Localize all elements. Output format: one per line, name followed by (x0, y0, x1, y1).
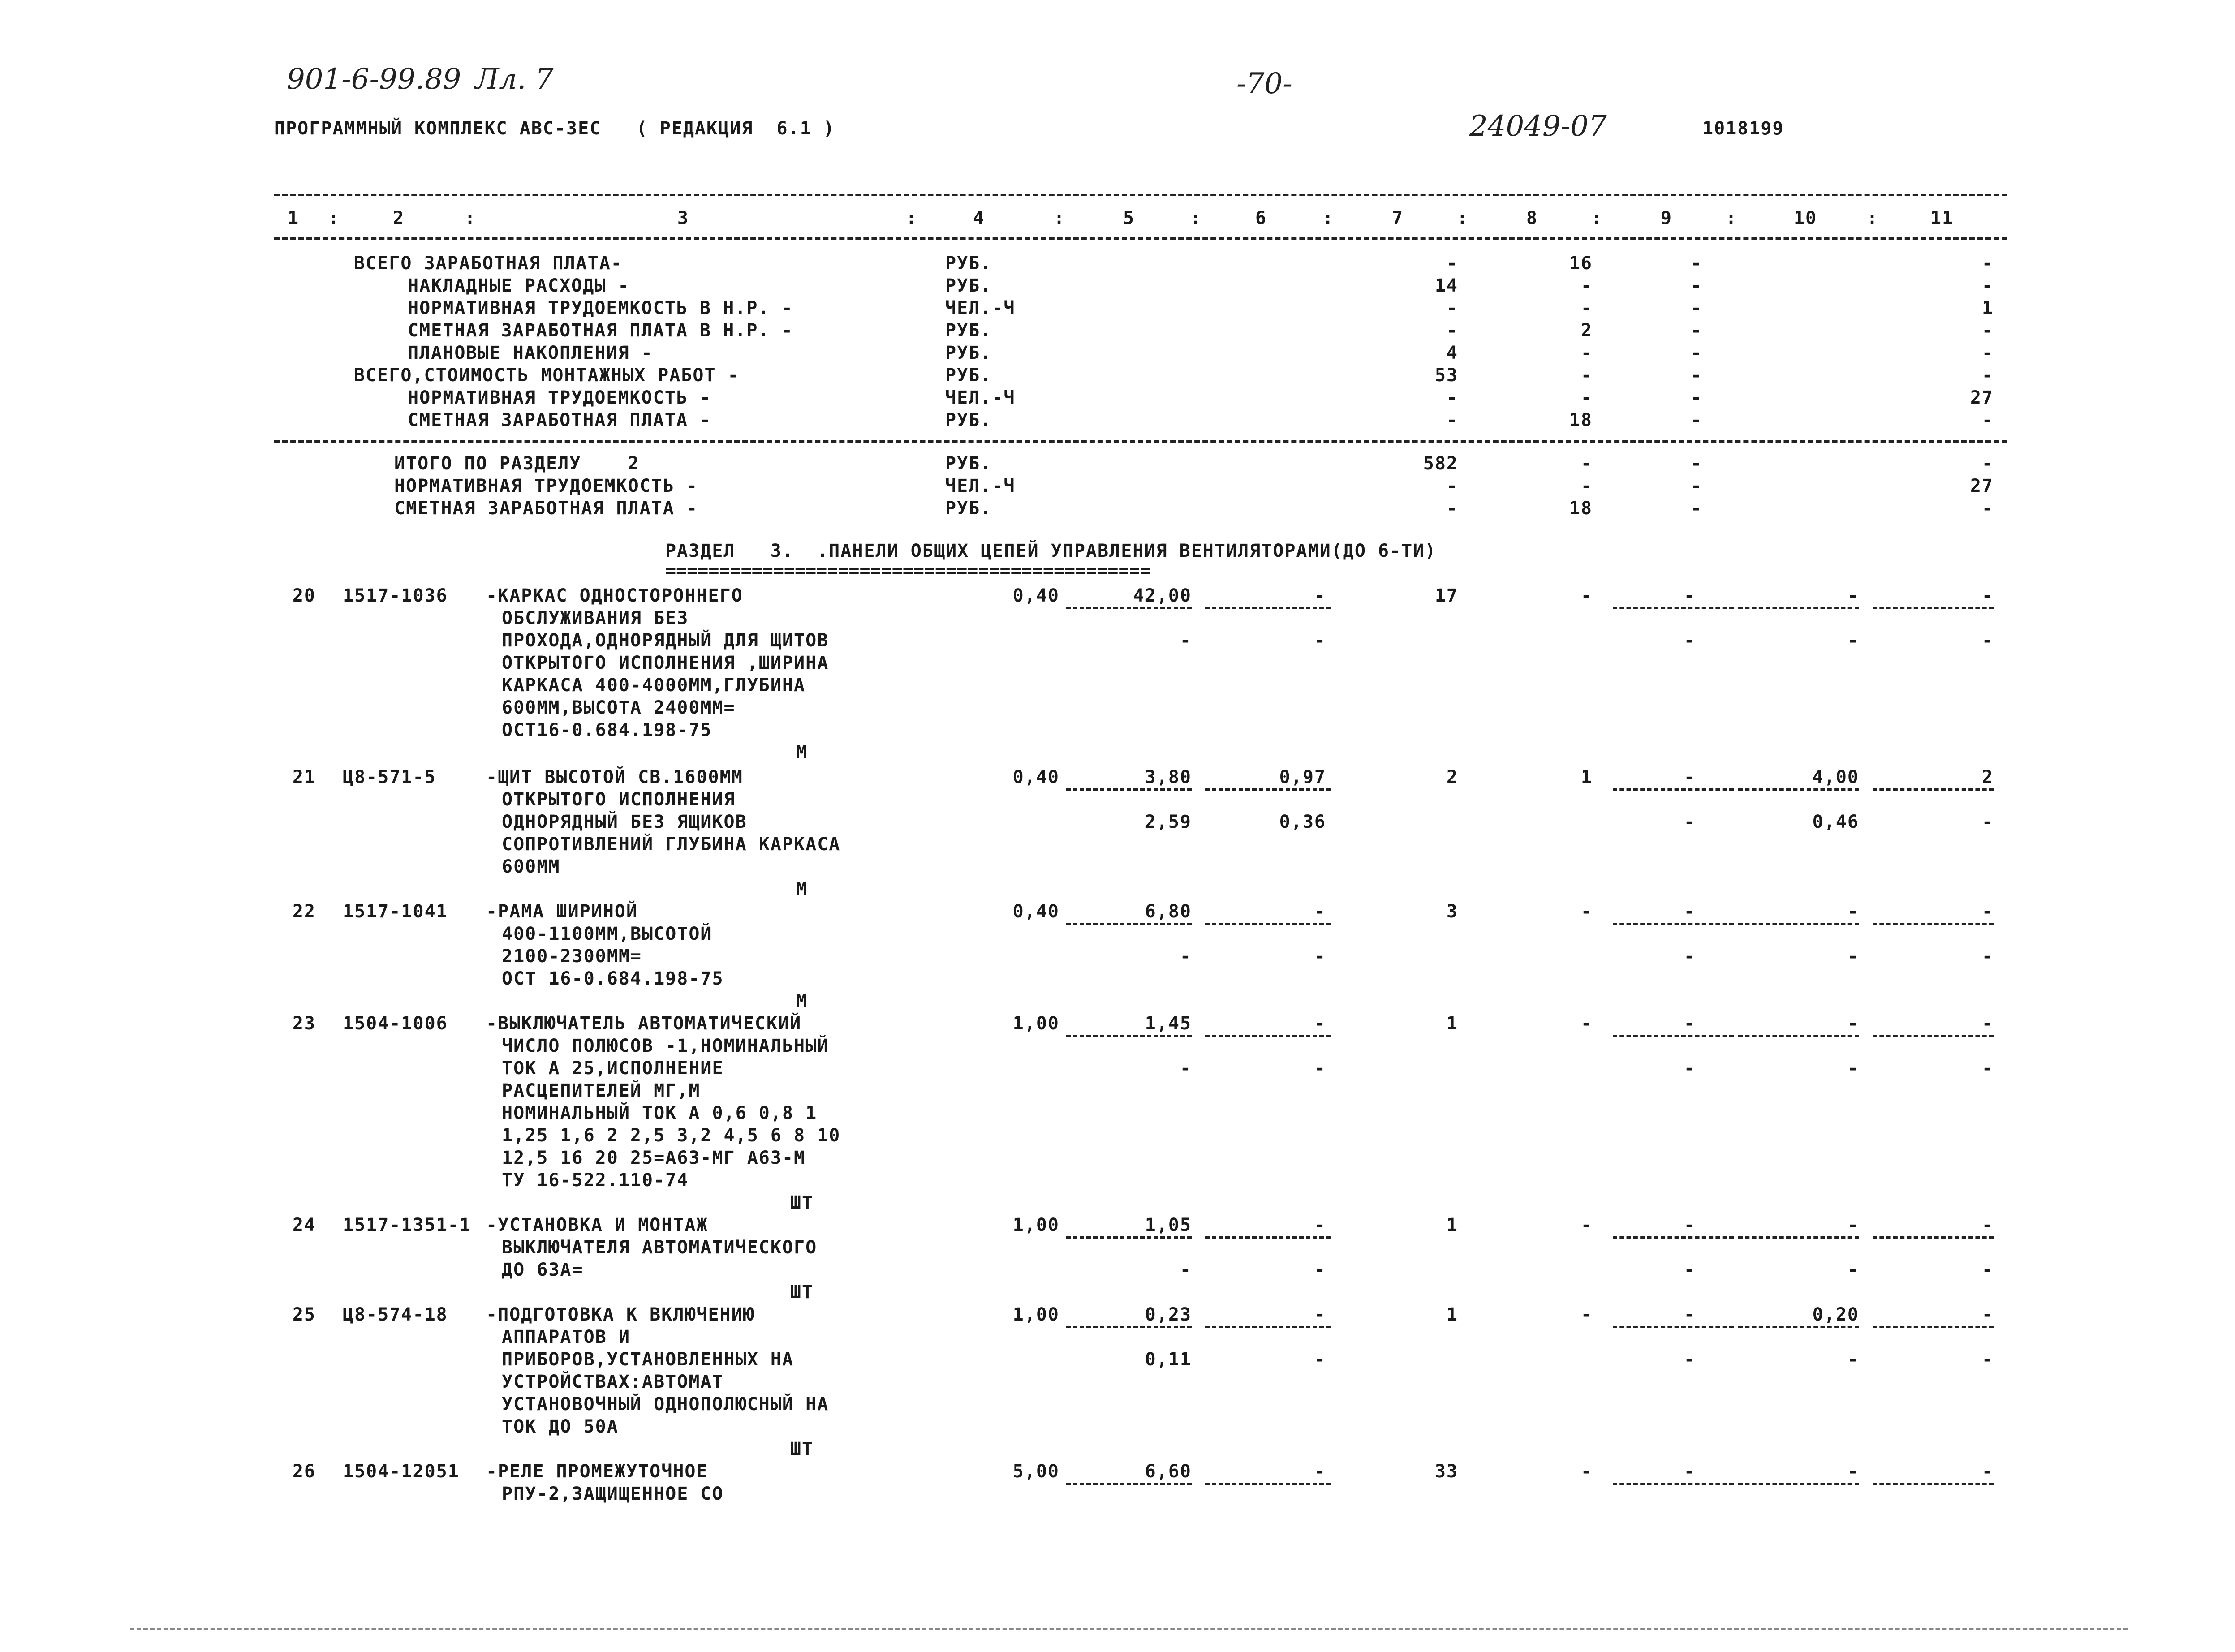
item-col11: - (1981, 901, 1994, 922)
item-col9: - (1684, 901, 1696, 922)
item-description-line: ДО 63А= (502, 1260, 584, 1280)
column-header-5: 5 (1123, 208, 1135, 228)
item-col8: - (1580, 1461, 1593, 1482)
item-col11: - (1981, 1013, 1994, 1034)
summary-label: СМЕТНАЯ ЗАРАБОТНАЯ ПЛАТА - (408, 410, 712, 430)
summary-col8: - (1580, 365, 1593, 386)
column-separator: : (464, 208, 477, 228)
item-description-line: -ЩИТ ВЫСОТОЙ СВ.1600ММ (486, 767, 743, 787)
item-description-line: 12,5 16 20 25=А63-МГ А63-М (502, 1148, 806, 1168)
section-underline: ============================================= (665, 561, 1151, 581)
item-description-line: ТОК ДО 50А (502, 1416, 619, 1437)
item-col10: - (1847, 585, 1859, 606)
summary-label: СМЕТНАЯ ЗАРАБОТНАЯ ПЛАТА В Н.Р. - (408, 320, 793, 341)
cell-rule (1205, 1483, 1331, 1485)
summary-unit: РУБ. (945, 498, 992, 519)
item-col6: - (1314, 901, 1326, 922)
item-code: 1517-1351-1 (343, 1215, 471, 1235)
item-description-line: ЧИСЛО ПОЛЮСОВ -1,НОМИНАЛЬНЫЙ (502, 1036, 829, 1056)
summary-col11: - (1981, 253, 1994, 274)
cell-rule (1066, 788, 1192, 791)
item-description-line: 1,25 1,6 2 2,5 3,2 4,5 6 8 10 (502, 1125, 841, 1146)
summary-col9: - (1690, 298, 1702, 318)
item-description-line: ОСТ 16-0.684.198-75 (502, 968, 724, 989)
summary-col9: - (1690, 253, 1702, 274)
item-unit: ШТ (790, 1282, 814, 1303)
summary-col7: - (1446, 253, 1458, 274)
item-unit: М (796, 991, 808, 1011)
item-unit: М (796, 742, 808, 763)
cell-rule (1066, 1326, 1192, 1328)
cell-rule (1066, 607, 1192, 609)
item-description-line: -РЕЛЕ ПРОМЕЖУТОЧНОЕ (486, 1461, 708, 1482)
item-col10: 0,20 (1812, 1304, 1859, 1325)
summary-col7: - (1446, 387, 1458, 408)
project-number: 24049-07 (1469, 110, 1607, 143)
summary-col7: 14 (1434, 275, 1458, 296)
item-col6: - (1314, 1461, 1326, 1482)
item-quantity: 0,40 (1012, 585, 1059, 606)
column-separator: : (905, 208, 918, 228)
summary-label: ВСЕГО ЗАРАБОТНАЯ ПЛАТА- (354, 253, 623, 274)
summary-unit: РУБ. (945, 343, 992, 363)
column-separator: : (1053, 208, 1066, 228)
item-description-line: СОПРОТИВЛЕНИЙ ГЛУБИНА КАРКАСА (502, 834, 841, 855)
summary-label: НОРМАТИВНАЯ ТРУДОЕМКОСТЬ В Н.Р. - (408, 298, 793, 318)
item-number: 23 (292, 1013, 316, 1034)
item-description-line: ОДНОРЯДНЫЙ БЕЗ ЯЩИКОВ (502, 812, 747, 832)
summary-col7: - (1446, 410, 1458, 430)
item-description-line: АППАРАТОВ И (502, 1327, 630, 1347)
item-col10-second: - (1847, 1058, 1859, 1079)
item-quantity: 0,40 (1012, 767, 1059, 787)
column-header-6: 6 (1255, 208, 1267, 228)
section-title: РАЗДЕЛ 3. .ПАНЕЛИ ОБЩИХ ЦЕПЕЙ УПРАВЛЕНИЯ ВЕНТИЛЯТОРАМИ(ДО 6-ТИ) (665, 541, 1437, 561)
summary-label: ВСЕГО,СТОИМОСТЬ МОНТАЖНЫХ РАБОТ - (354, 365, 740, 386)
item-col9-second: - (1684, 1349, 1696, 1370)
item-col10: - (1847, 1013, 1859, 1034)
column-header-1: 1 (287, 208, 300, 228)
cell-rule (1738, 1326, 1859, 1328)
item-col10: - (1847, 901, 1859, 922)
cell-rule (1066, 1236, 1192, 1239)
item-description-line: -ПОДГОТОВКА К ВКЛЮЧЕНИЮ (486, 1304, 755, 1325)
item-col9: - (1684, 767, 1696, 787)
summary-col9: - (1690, 343, 1702, 363)
summary-col11: - (1981, 365, 1994, 386)
item-description-line: ПРИБОРОВ,УСТАНОВЛЕННЫХ НА (502, 1349, 794, 1370)
item-col5: 1,05 (1145, 1215, 1192, 1235)
summary-col11: - (1981, 275, 1994, 296)
item-description-line: 600ММ,ВЫСОТА 2400ММ= (502, 697, 736, 718)
page-number: -70- (1236, 67, 1292, 100)
item-col11-second: - (1981, 946, 1994, 967)
cell-rule (1205, 1326, 1331, 1328)
summary-col11: - (1981, 410, 1994, 430)
summary-col9: - (1690, 387, 1702, 408)
item-quantity: 1,00 (1012, 1013, 1059, 1034)
cell-rule (1873, 1326, 1994, 1328)
item-number: 20 (292, 585, 316, 606)
item-col6-second: - (1314, 946, 1326, 967)
cell-rule (1873, 923, 1994, 925)
item-code: 1504-12051 (343, 1461, 460, 1482)
cell-rule (1738, 1483, 1859, 1485)
item-col11-second: - (1981, 1058, 1994, 1079)
summary-col7: - (1446, 476, 1458, 496)
item-col8: - (1580, 901, 1593, 922)
item-col5-second: - (1180, 946, 1192, 967)
item-col8: - (1580, 1215, 1593, 1235)
item-description-line: ТОК А 25,ИСПОЛНЕНИЕ (502, 1058, 724, 1079)
cell-rule (1205, 923, 1331, 925)
column-separator: : (1322, 208, 1335, 228)
item-number: 26 (292, 1461, 316, 1482)
item-col5: 1,45 (1145, 1013, 1192, 1034)
item-col10-second: - (1847, 1260, 1859, 1280)
item-col6: 0,97 (1279, 767, 1326, 787)
item-col5: 3,80 (1145, 767, 1192, 787)
cell-rule (1738, 923, 1859, 925)
item-code: 1504-1006 (343, 1013, 448, 1034)
summary-label: ПЛАНОВЫЕ НАКОПЛЕНИЯ - (408, 343, 653, 363)
column-separator: : (1190, 208, 1202, 228)
cell-rule (1873, 607, 1994, 609)
summary-col8: - (1580, 453, 1593, 474)
item-col9: - (1684, 1304, 1696, 1325)
item-col11-second: - (1981, 812, 1994, 832)
item-col5: 6,60 (1145, 1461, 1192, 1482)
item-col10: - (1847, 1215, 1859, 1235)
item-col5: 0,23 (1145, 1304, 1192, 1325)
item-col7: 2 (1446, 767, 1458, 787)
item-col5-second: - (1180, 630, 1192, 651)
item-col11: - (1981, 1215, 1994, 1235)
item-col5: 6,80 (1145, 901, 1192, 922)
cell-rule (1738, 607, 1859, 609)
item-number: 21 (292, 767, 316, 787)
column-separator: : (327, 208, 340, 228)
item-col9-second: - (1684, 946, 1696, 967)
item-code: 1517-1041 (343, 901, 448, 922)
cell-rule (1873, 1236, 1994, 1239)
item-description-line: ПРОХОДА,ОДНОРЯДНЫЙ ДЛЯ ЩИТОВ (502, 630, 829, 651)
header-rule-top (274, 194, 2007, 196)
item-unit: ШТ (790, 1439, 814, 1459)
summary-col11: - (1981, 343, 1994, 363)
item-col10-second: - (1847, 630, 1859, 651)
summary-col9: - (1690, 320, 1702, 341)
cell-rule (1613, 1483, 1734, 1485)
item-col8: - (1580, 1304, 1593, 1325)
item-description-line: 2100-2300ММ= (502, 946, 642, 967)
column-header-2: 2 (392, 208, 405, 228)
item-col10: - (1847, 1461, 1859, 1482)
summary-col8: 18 (1569, 498, 1593, 519)
item-description-line: 600ММ (502, 856, 560, 877)
bottom-edge-rule (130, 1628, 2128, 1630)
column-header-9: 9 (1660, 208, 1673, 228)
summary-label: НОРМАТИВНАЯ ТРУДОЕМКОСТЬ - (408, 387, 712, 408)
summary-label: НАКЛАДНЫЕ РАСХОДЫ - (408, 275, 630, 296)
item-col9: - (1684, 1215, 1696, 1235)
summary-col9: - (1690, 410, 1702, 430)
item-unit: М (796, 879, 808, 899)
item-description-line: УСТРОЙСТВАХ:АВТОМАТ (502, 1372, 724, 1392)
item-col6: - (1314, 1215, 1326, 1235)
summary-unit: РУБ. (945, 410, 992, 430)
item-code: Ц8-571-5 (343, 767, 436, 787)
item-col9-second: - (1684, 812, 1696, 832)
summary-col8: 18 (1569, 410, 1593, 430)
item-col10: 4,00 (1812, 767, 1859, 787)
cell-rule (1613, 788, 1734, 791)
item-number: 24 (292, 1215, 316, 1235)
item-col7: 17 (1434, 585, 1458, 606)
summary-col11: 27 (1970, 387, 1994, 408)
item-quantity: 0,40 (1012, 901, 1059, 922)
summary-col9: - (1690, 476, 1702, 496)
item-col7: 3 (1446, 901, 1458, 922)
cell-rule (1205, 1236, 1331, 1239)
item-col7: 1 (1446, 1304, 1458, 1325)
summary-col11: 27 (1970, 476, 1994, 496)
summary-col8: - (1580, 298, 1593, 318)
item-col9-second: - (1684, 1058, 1696, 1079)
summary-unit: РУБ. (945, 365, 992, 386)
item-description-line: ОТКРЫТОГО ИСПОЛНЕНИЯ (502, 789, 736, 810)
cell-rule (1205, 788, 1331, 791)
item-col7: 1 (1446, 1013, 1458, 1034)
item-description-line: УСТАНОВОЧНЫЙ ОДНОПОЛЮСНЫЙ НА (502, 1394, 829, 1415)
item-col11: - (1981, 585, 1994, 606)
column-separator: : (1591, 208, 1603, 228)
item-col9: - (1684, 585, 1696, 606)
summary-unit: РУБ. (945, 275, 992, 296)
cell-rule (1613, 607, 1734, 609)
item-description-line: 400-1100ММ,ВЫСОТОЙ (502, 924, 712, 944)
cell-rule (1738, 1236, 1859, 1239)
item-col10-second: 0,46 (1812, 812, 1859, 832)
summary-unit: ЧЕЛ.-Ч (945, 476, 1016, 496)
summary-unit: РУБ. (945, 320, 992, 341)
item-description-line: -ВЫКЛЮЧАТЕЛЬ АВТОМАТИЧЕСКИЙ (486, 1013, 802, 1034)
item-quantity: 5,00 (1012, 1461, 1059, 1482)
item-description-line: ВЫКЛЮЧАТЕЛЯ АВТОМАТИЧЕСКОГО (502, 1237, 818, 1258)
header-rule-bottom (274, 237, 2007, 240)
summary-col7: - (1446, 320, 1458, 341)
summary-unit: РУБ. (945, 253, 992, 274)
item-col6-second: - (1314, 1058, 1326, 1079)
column-header-4: 4 (973, 208, 985, 228)
item-col5-second: 0,11 (1145, 1349, 1192, 1370)
summary-col7: 582 (1423, 453, 1458, 474)
column-header-3: 3 (677, 208, 689, 228)
summary-col7: - (1446, 498, 1458, 519)
item-col11-second: - (1981, 630, 1994, 651)
summary-col8: 2 (1580, 320, 1593, 341)
item-col5-second: - (1180, 1058, 1192, 1079)
summary-col8: 16 (1569, 253, 1593, 274)
item-col8: - (1580, 585, 1593, 606)
column-header-11: 11 (1930, 208, 1954, 228)
cell-rule (1613, 1326, 1734, 1328)
summary-col7: 4 (1446, 343, 1458, 363)
cell-rule (1738, 1035, 1859, 1037)
summary-label: СМЕТНАЯ ЗАРАБОТНАЯ ПЛАТА - (394, 498, 698, 519)
doc-code: 901-6-99.89 (287, 63, 461, 96)
item-col6-second: - (1314, 630, 1326, 651)
column-separator: : (1725, 208, 1738, 228)
summary-label: ИТОГО ПО РАЗДЕЛУ 2 (394, 453, 640, 474)
item-col6: - (1314, 1013, 1326, 1034)
summary-col7: - (1446, 298, 1458, 318)
summary-col9: - (1690, 275, 1702, 296)
serial-number: 1018199 (1702, 118, 1784, 139)
item-description-line: ТУ 16-522.110-74 (502, 1170, 689, 1191)
summary-col11: - (1981, 453, 1994, 474)
item-code: 1517-1036 (343, 585, 448, 606)
cell-rule (1066, 1035, 1192, 1037)
cell-rule (1613, 923, 1734, 925)
item-col9-second: - (1684, 1260, 1696, 1280)
item-col10-second: - (1847, 946, 1859, 967)
item-col11: - (1981, 1461, 1994, 1482)
program-title: ПРОГРАММНЫЙ КОМПЛЕКС АВС-3ЕС ( РЕДАКЦИЯ 6.1 ) (274, 118, 835, 139)
summary-col8: - (1580, 343, 1593, 363)
column-separator: : (1866, 208, 1879, 228)
summary-col11: 1 (1981, 298, 1994, 318)
cell-rule (1205, 607, 1331, 609)
item-col11-second: - (1981, 1349, 1994, 1370)
cell-rule (1205, 1035, 1331, 1037)
summary-col9: - (1690, 453, 1702, 474)
item-col5: 42,00 (1133, 585, 1192, 606)
sheet-number: Лл. 7 (475, 63, 554, 96)
item-description-line: -КАРКАС ОДНОСТОРОННЕГО (486, 585, 743, 606)
item-description-line: ОСТ16-0.684.198-75 (502, 720, 712, 740)
item-quantity: 1,00 (1012, 1304, 1059, 1325)
item-description-line: РАСЦЕПИТЕЛЕЙ МГ,М (502, 1080, 701, 1101)
item-description-line: ОБСЛУЖИВАНИЯ БЕЗ (502, 608, 689, 628)
summary-unit: ЧЕЛ.-Ч (945, 387, 1016, 408)
summary-unit: РУБ. (945, 453, 992, 474)
item-col6: - (1314, 585, 1326, 606)
item-col11-second: - (1981, 1260, 1994, 1280)
item-col9-second: - (1684, 630, 1696, 651)
summary-col8: - (1580, 275, 1593, 296)
cell-rule (1873, 1035, 1994, 1037)
cell-rule (1613, 1035, 1734, 1037)
item-col7: 1 (1446, 1215, 1458, 1235)
cell-rule (1738, 788, 1859, 791)
column-header-8: 8 (1526, 208, 1538, 228)
summary-rule (274, 440, 2007, 443)
item-description-line: ОТКРЫТОГО ИСПОЛНЕНИЯ ,ШИРИНА (502, 653, 829, 673)
cell-rule (1066, 1483, 1192, 1485)
item-col5-second: 2,59 (1145, 812, 1192, 832)
item-col7: 33 (1434, 1461, 1458, 1482)
cell-rule (1873, 788, 1994, 791)
item-col9: - (1684, 1013, 1696, 1034)
summary-unit: ЧЕЛ.-Ч (945, 298, 1016, 318)
item-col6-second: - (1314, 1260, 1326, 1280)
summary-col9: - (1690, 365, 1702, 386)
item-description-line: -УСТАНОВКА И МОНТАЖ (486, 1215, 708, 1235)
cell-rule (1873, 1483, 1994, 1485)
item-number: 25 (292, 1304, 316, 1325)
item-unit: ШТ (790, 1192, 814, 1213)
item-col11: 2 (1981, 767, 1994, 787)
item-col9: - (1684, 1461, 1696, 1482)
summary-col8: - (1580, 387, 1593, 408)
column-header-10: 10 (1793, 208, 1817, 228)
summary-col8: - (1580, 476, 1593, 496)
item-col11: - (1981, 1304, 1994, 1325)
column-header-7: 7 (1391, 208, 1404, 228)
summary-col11: - (1981, 498, 1994, 519)
item-col6: - (1314, 1304, 1326, 1325)
item-col8: 1 (1580, 767, 1593, 787)
summary-col11: - (1981, 320, 1994, 341)
item-col10-second: - (1847, 1349, 1859, 1370)
item-description-line: РПУ-2,ЗАЩИЩЕННОЕ СО (502, 1484, 724, 1504)
item-col5-second: - (1180, 1260, 1192, 1280)
column-separator: : (1456, 208, 1469, 228)
item-description-line: НОМИНАЛЬНЫЙ ТОК А 0,6 0,8 1 (502, 1103, 818, 1123)
item-col6-second: - (1314, 1349, 1326, 1370)
item-col8: - (1580, 1013, 1593, 1034)
summary-label: НОРМАТИВНАЯ ТРУДОЕМКОСТЬ - (394, 476, 698, 496)
item-col6-second: 0,36 (1279, 812, 1326, 832)
item-description-line: -РАМА ШИРИНОЙ (486, 901, 638, 922)
cell-rule (1613, 1236, 1734, 1239)
item-number: 22 (292, 901, 316, 922)
summary-col9: - (1690, 498, 1702, 519)
item-code: Ц8-574-18 (343, 1304, 448, 1325)
cell-rule (1066, 923, 1192, 925)
item-quantity: 1,00 (1012, 1215, 1059, 1235)
item-description-line: КАРКАСА 400-4000ММ,ГЛУБИНА (502, 675, 806, 696)
summary-col7: 53 (1434, 365, 1458, 386)
